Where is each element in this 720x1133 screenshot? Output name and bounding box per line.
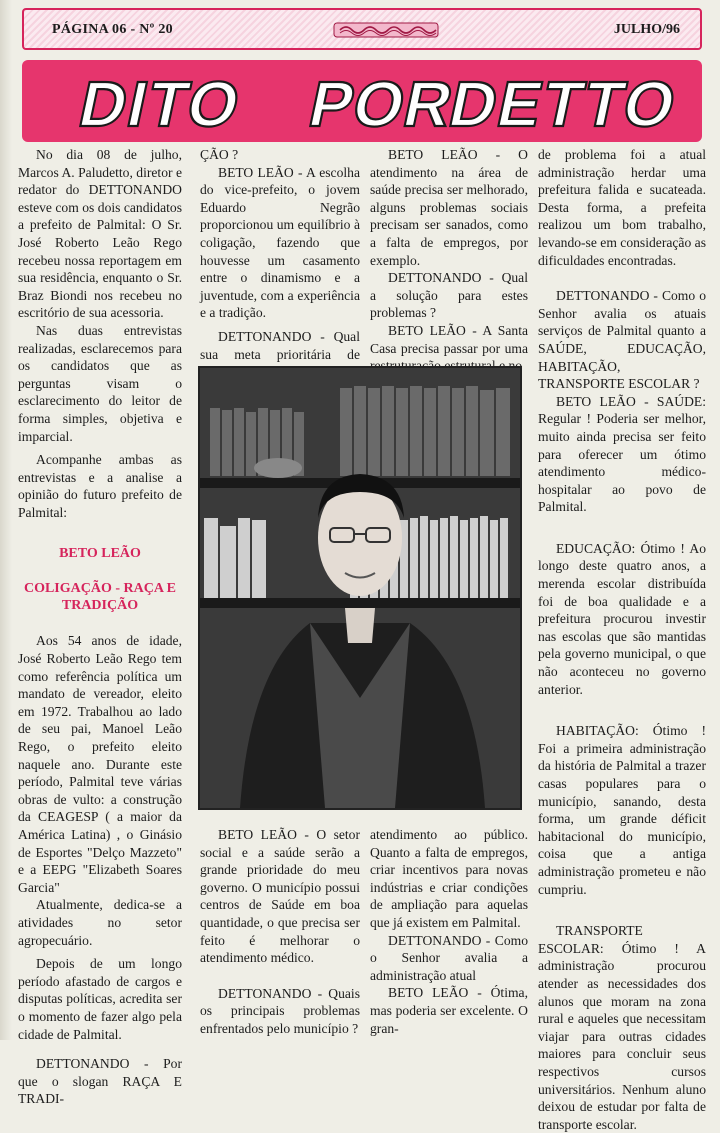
answer-housing: HABITAÇÃO: Ótimo ! Foi a primeira administração da história de Palmital a trazer casas populares para o município, sanando, desta forma, um grande déficit habitacional do município, coisa que a antiga administração prometeu e não cumpriu. bbox=[538, 723, 706, 897]
paragraph: Nas duas entrevistas realizadas, esclarecemos para os candidatos que as perguntas visam o esclarecimento do leitor de forma simples, objetiva e imparcial. bbox=[18, 322, 182, 444]
question: DETTONANDO - Quais os principais problemas enfrentados pelo município ? bbox=[200, 985, 360, 1036]
header-bar bbox=[22, 8, 702, 50]
portrait-photo-icon bbox=[200, 368, 520, 808]
answer: BETO LEÃO - O setor social e a saúde serão a grande prioridade do meu governo. O município possui centros de Saúde em boa quantidade, o que precisa ser feito é melhorar o atendimento médico. bbox=[200, 827, 360, 966]
answer: BETO LEÃO - A Santa Casa precisa passar por uma bbox=[370, 322, 528, 356]
dettonando-logo-icon bbox=[332, 20, 440, 40]
answer-health: BETO LEÃO - SAÚDE: Regular ! Poderia ser melhor, muito ainda precisa ser feito para oferecer um ótimo atendimento médico-hospitalar ao povo de Palmital. bbox=[538, 393, 706, 515]
answer: de problema foi a atual administração herdar uma prefeitura falida e sucateada. Desta forma, a prefeita realizou um bom trabalho, levando-se em consideração as dificuldades encontradas. bbox=[538, 147, 706, 268]
paragraph: Atualmente, dedica-se a atividades no setor agropecuário. bbox=[18, 897, 182, 948]
column-3-top bbox=[370, 146, 528, 375]
answer: BETO LEÃO - O atendimento na área de saúde precisa ser melhorado, alguns problemas sociais precisam ser sanados, como a falta de empregos, por exemplo. bbox=[370, 147, 528, 268]
title-word-por: POR bbox=[303, 67, 461, 140]
question: DETTONANDO - Como o Senhor avalia a administração atual bbox=[370, 932, 528, 983]
page-number: PÁGINA 06 - Nº 20 bbox=[52, 22, 173, 37]
answer-transport: TRANSPORTE ESCOLAR: Ótimo ! A administração procurou atender as necessidades dos alunos que moram na zona rural e aqueles que necessitam viajar para outras cidades maiores para concluir seus respectivos cursos universitários. Nenhum aluno deixou de estudar por falta de transporte escolar. bbox=[538, 923, 706, 1132]
question: DETTONANDO - Qual a solução para estes problemas ? bbox=[370, 270, 528, 321]
issue-date: JULHO/96 bbox=[613, 22, 680, 37]
column-2-bottom bbox=[200, 826, 360, 1038]
column-3-bottom bbox=[370, 826, 528, 1037]
intro-paragraph: No dia 08 de julho, Marcos A. Paludetto, diretor e redator do DETTONANDO esteve com os dois candidatos a prefeito de Palmital: O Sr. José Roberto Leão Rego recebeu nossa reportagem em sua residência, enquanto o Sr. Braz Biondi nos recebeu no escritório de sua acessoria. bbox=[18, 147, 182, 321]
subheading-candidate: BETO LEÃO bbox=[59, 546, 141, 562]
title-word-dito: DITO bbox=[73, 67, 249, 140]
answer: atendimento ao público. Quanto a falta de empregos, criar incentivos para novas indústrias e criar condições de ampliação para aquelas que já existem em Palmital. bbox=[370, 827, 528, 930]
answer: BETO LEÃO - A escolha do vice-prefeito, o jovem Eduardo Negrão proporcionou um equilíbrio à coligação, fazendo que houvesse um casamento entre o dinamismo e a juventude, com a experiência e a tradição. bbox=[200, 164, 360, 321]
paragraph: Depois de um longo período afastado de cargos e disputas políticas, acredita ser o momento de fazer algo pela cidade de Palmital. bbox=[18, 956, 182, 1042]
question: DETTONANDO - Qual sua meta prioritária de bbox=[200, 328, 360, 362]
paragraph: Aos 54 anos de idade, José Roberto Leão Rego tem como referência política um mandato de vereador, eleito em 1972. Trabalhou ao lado de seu pai, Manoel Leão Rego, o prefeito eleito naquele ano. Durante este período, Palmital teve várias obras de vulto: a construção da CEAGESP ( a maior da América Latina) , o Ginásio de Esportes "Delço Mazzeto" e a EEPG "Elizabeth Soares Garcia" bbox=[18, 633, 182, 895]
subheading-coalition: COLIGAÇÃO - RAÇA E TRADIÇÃO bbox=[23, 581, 177, 614]
answer: BETO LEÃO - Ótima, mas poderia ser excelente. O gran- bbox=[370, 985, 528, 1036]
page-edge bbox=[0, 0, 12, 1040]
paragraph: Acompanhe ambas as entrevistas e a analise a opinião do futuro prefeito de Palmital: bbox=[18, 452, 182, 520]
paragraph: ÇÃO ? bbox=[200, 147, 239, 162]
column-4 bbox=[538, 146, 706, 1133]
title-word-detto: DETTO bbox=[443, 67, 685, 140]
answer-education: EDUCAÇÃO: Ótimo ! Ao longo deste quatro anos, a merenda escolar distribuída foi de boa qualidade e a prefeitura procurou investir nas escolas que são mantidas pela governo municipal, o que não aconteceu no governo anterior. bbox=[538, 540, 706, 697]
column-2-top bbox=[200, 146, 360, 381]
column-1 bbox=[18, 146, 182, 1108]
portrait-photo bbox=[198, 366, 522, 810]
question: DETTONANDO - Como o Senhor avalia os atuais serviços de Palmital quanto a SAÚDE, EDUCAÇÃO, HABITAÇÃO, TRANSPORTE ESCOLAR ? bbox=[538, 288, 706, 392]
title-banner bbox=[22, 60, 702, 142]
title-graphic bbox=[22, 60, 702, 142]
question: DETTONANDO - Por que o slogan RAÇA E TRADI- bbox=[18, 1056, 182, 1107]
